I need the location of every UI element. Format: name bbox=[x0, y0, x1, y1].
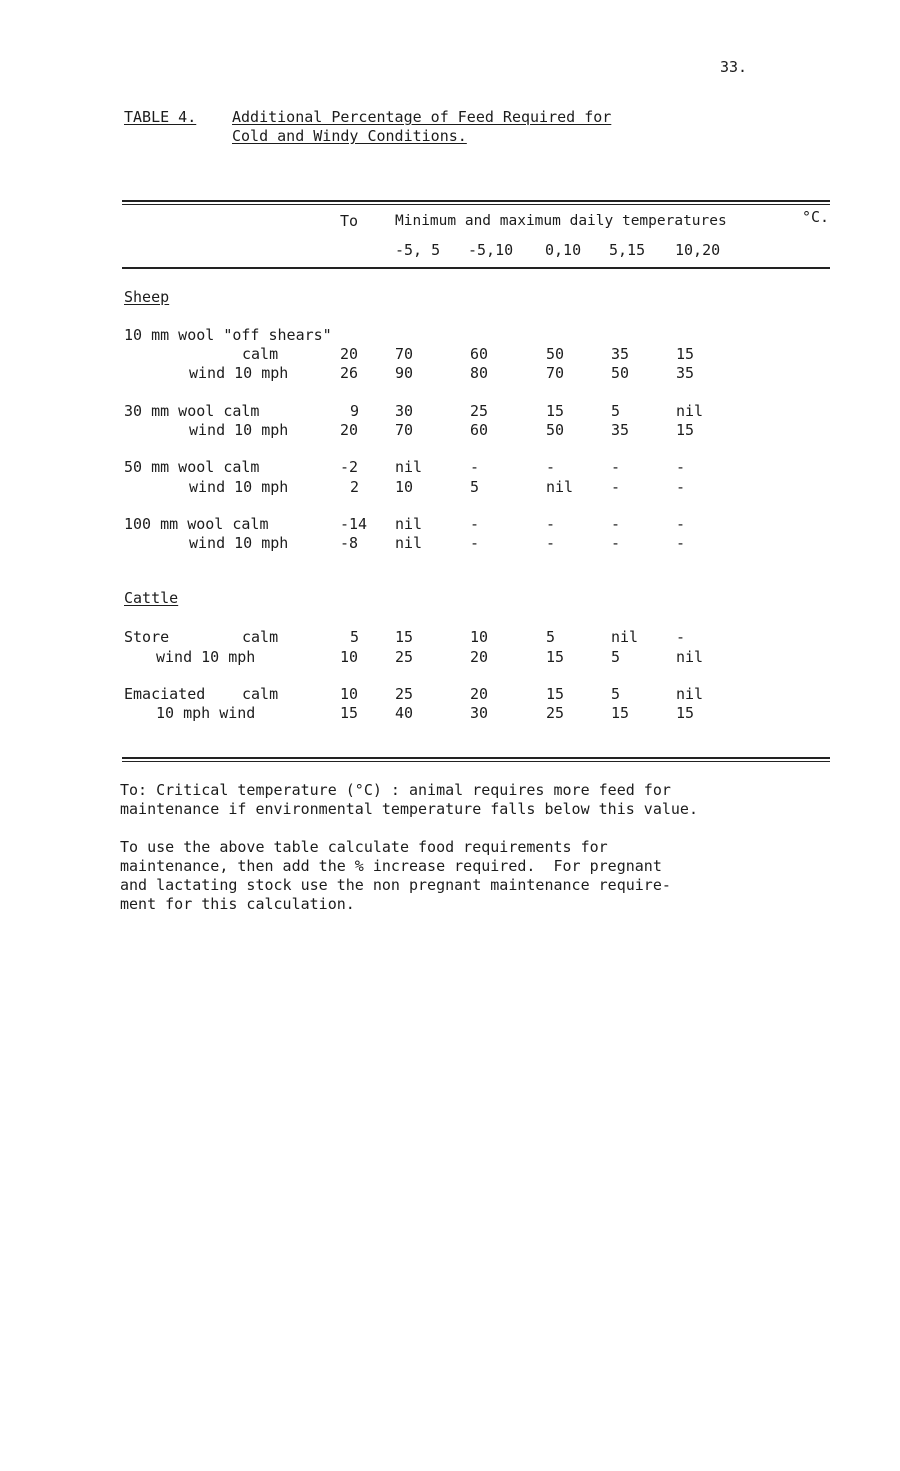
table-cell: - bbox=[611, 458, 621, 476]
row-label: wind 10 mph bbox=[189, 364, 289, 382]
row-label: calm bbox=[242, 628, 279, 646]
table-cell: 25 bbox=[546, 704, 565, 722]
row-label: 100 mm wool calm bbox=[124, 515, 269, 533]
table-cell: 5 bbox=[546, 628, 556, 646]
table-cell: - bbox=[676, 478, 686, 496]
column-header: 0,10 bbox=[545, 241, 582, 259]
table-cell: nil bbox=[395, 458, 423, 476]
table-title-line-2: Cold and Windy Conditions. bbox=[232, 127, 467, 145]
critical-temp-cell: -2 bbox=[340, 458, 359, 476]
table-cell: nil bbox=[676, 685, 704, 703]
table-cell: 80 bbox=[470, 364, 489, 382]
critical-temp-cell: 26 bbox=[340, 364, 359, 382]
row-label: Emaciated bbox=[124, 685, 206, 703]
table-cell: - bbox=[676, 534, 686, 552]
row-label: calm bbox=[242, 685, 279, 703]
table-cell: 15 bbox=[546, 685, 565, 703]
header-unit: °C. bbox=[802, 208, 830, 226]
table-cell: 60 bbox=[470, 345, 489, 363]
row-label: 10 mph wind bbox=[156, 704, 256, 722]
table-cell: 15 bbox=[676, 421, 695, 439]
table-cell: 70 bbox=[546, 364, 565, 382]
table-cell: 60 bbox=[470, 421, 489, 439]
table-cell: 35 bbox=[611, 421, 630, 439]
table-cell: 10 bbox=[470, 628, 489, 646]
table-cell: 5 bbox=[470, 478, 480, 496]
table-cell: 50 bbox=[546, 345, 565, 363]
table-cell: - bbox=[676, 458, 686, 476]
table-cell: - bbox=[611, 534, 621, 552]
table-cell: 25 bbox=[395, 685, 414, 703]
table-cell: 10 bbox=[395, 478, 414, 496]
table-label: TABLE 4. bbox=[124, 108, 197, 126]
table-cell: 15 bbox=[546, 648, 565, 666]
table-cell: 20 bbox=[470, 685, 489, 703]
page-number: 33. bbox=[720, 58, 748, 76]
table-cell: - bbox=[676, 515, 686, 533]
table-cell: 90 bbox=[395, 364, 414, 382]
table-cell: - bbox=[546, 458, 556, 476]
table-top-rule-thin bbox=[122, 204, 830, 205]
critical-temp-cell: -8 bbox=[340, 534, 359, 552]
row-label: wind 10 mph bbox=[156, 648, 256, 666]
column-header: 5,15 bbox=[609, 241, 646, 259]
column-header: -5, 5 bbox=[395, 241, 441, 259]
header-span: Minimum and maximum daily temperatures bbox=[395, 213, 727, 229]
table-cell: 30 bbox=[395, 402, 414, 420]
table-cell: 70 bbox=[395, 421, 414, 439]
table-cell: nil bbox=[395, 534, 423, 552]
table-cell: 5 bbox=[611, 648, 621, 666]
table-cell: 35 bbox=[676, 364, 695, 382]
table-cell: 25 bbox=[470, 402, 489, 420]
table-bottom-rule-thin bbox=[122, 761, 830, 762]
row-label: Store bbox=[124, 628, 170, 646]
row-label: 10 mm wool "off shears" bbox=[124, 326, 332, 344]
note-line: and lactating stock use the non pregnant maintenance require- bbox=[120, 876, 671, 894]
row-label: wind 10 mph bbox=[189, 421, 289, 439]
row-label: wind 10 mph bbox=[189, 534, 289, 552]
critical-temp-cell: 10 bbox=[340, 648, 359, 666]
table-cell: - bbox=[611, 478, 621, 496]
table-title-line-1: Additional Percentage of Feed Required for bbox=[232, 108, 612, 126]
table-cell: 35 bbox=[611, 345, 630, 363]
table-cell: - bbox=[676, 628, 686, 646]
section-heading-sheep: Sheep bbox=[124, 288, 170, 306]
table-cell: nil bbox=[611, 628, 639, 646]
note-line: To use the above table calculate food requirements for bbox=[120, 838, 608, 856]
critical-temp-cell: -14 bbox=[340, 515, 368, 533]
table-cell: - bbox=[546, 515, 556, 533]
table-cell: 70 bbox=[395, 345, 414, 363]
row-label: 30 mm wool calm bbox=[124, 402, 260, 420]
critical-temp-cell: 5 bbox=[350, 628, 360, 646]
table-cell: 15 bbox=[676, 704, 695, 722]
row-label: wind 10 mph bbox=[189, 478, 289, 496]
column-header: -5,10 bbox=[468, 241, 514, 259]
table-cell: 30 bbox=[470, 704, 489, 722]
header-to: To bbox=[340, 212, 359, 230]
table-bottom-rule bbox=[122, 757, 830, 759]
table-cell: nil bbox=[395, 515, 423, 533]
table-cell: 40 bbox=[395, 704, 414, 722]
table-cell: - bbox=[611, 515, 621, 533]
table-cell: 50 bbox=[546, 421, 565, 439]
table-cell: nil bbox=[676, 648, 704, 666]
critical-temp-cell: 10 bbox=[340, 685, 359, 703]
note-line: maintenance, then add the % increase required. For pregnant bbox=[120, 857, 662, 875]
table-cell: 25 bbox=[395, 648, 414, 666]
table-cell: 5 bbox=[611, 685, 621, 703]
table-cell: 5 bbox=[611, 402, 621, 420]
row-label: calm bbox=[242, 345, 279, 363]
critical-temp-cell: 20 bbox=[340, 421, 359, 439]
footnote-line: maintenance if environmental temperature falls below this value. bbox=[120, 800, 698, 818]
table-cell: - bbox=[470, 458, 480, 476]
table-cell: 15 bbox=[676, 345, 695, 363]
note-line: ment for this calculation. bbox=[120, 895, 355, 913]
table-cell: - bbox=[470, 534, 480, 552]
section-heading-cattle: Cattle bbox=[124, 589, 179, 607]
footnote-line: To: Critical temperature (°C) : animal requires more feed for bbox=[120, 781, 671, 799]
critical-temp-cell: 20 bbox=[340, 345, 359, 363]
table-cell: 20 bbox=[470, 648, 489, 666]
table-cell: 15 bbox=[546, 402, 565, 420]
table-cell: - bbox=[470, 515, 480, 533]
header-rule bbox=[122, 267, 830, 269]
table-cell: - bbox=[546, 534, 556, 552]
table-cell: 15 bbox=[611, 704, 630, 722]
table-cell: 50 bbox=[611, 364, 630, 382]
critical-temp-cell: 2 bbox=[350, 478, 360, 496]
critical-temp-cell: 9 bbox=[350, 402, 360, 420]
table-cell: 15 bbox=[395, 628, 414, 646]
table-cell: nil bbox=[676, 402, 704, 420]
column-header: 10,20 bbox=[675, 241, 721, 259]
table-cell: nil bbox=[546, 478, 574, 496]
table-top-rule bbox=[122, 200, 830, 202]
critical-temp-cell: 15 bbox=[340, 704, 359, 722]
row-label: 50 mm wool calm bbox=[124, 458, 260, 476]
